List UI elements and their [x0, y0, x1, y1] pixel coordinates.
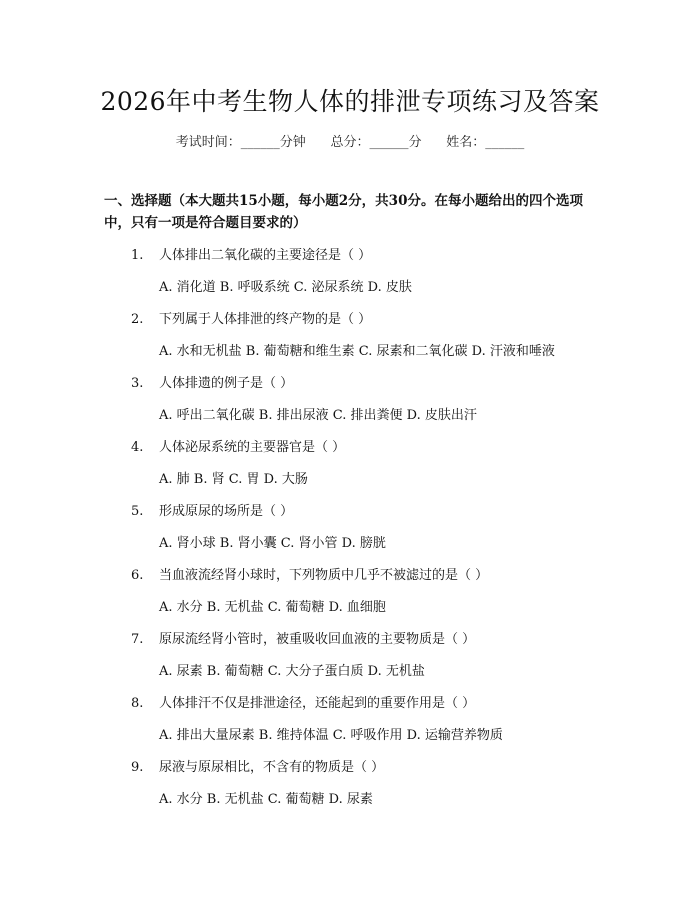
question-options: A. 呼出二氧化碳 B. 排出尿液 C. 排出粪便 D. 皮肤出汗	[159, 408, 477, 423]
question-stem	[131, 436, 345, 455]
question-stem	[131, 692, 475, 711]
question-options: A. 尿素 B. 葡萄糖 C. 大分子蛋白质 D. 无机盐	[159, 664, 425, 679]
question-text: 人体排遗的例子是（ ）	[159, 376, 294, 391]
section-heading: 一、选择题（本大题共15小题，每小题2分，共30分。在每小题给出的四个选项中，只有一项是符合题目要求的）	[104, 193, 583, 231]
question-stem	[131, 756, 384, 775]
question-options: A. 肺 B. 肾 C. 胃 D. 大肠	[159, 472, 308, 487]
question-options: A. 水分 B. 无机盐 C. 葡萄糖 D. 尿素	[159, 792, 373, 807]
question-number: 8.	[131, 696, 144, 711]
question-text: 原尿流经肾小管时，被重吸收回血液的主要物质是（ ）	[159, 632, 476, 647]
question-stem	[131, 308, 371, 327]
question-number: 1.	[131, 248, 144, 263]
question-options: A. 消化道 B. 呼吸系统 C. 泌尿系统 D. 皮肤	[159, 280, 412, 295]
question-number: 3.	[131, 376, 144, 391]
question-stem	[131, 628, 475, 647]
question-number: 9.	[131, 760, 144, 775]
question-text: 当血液流经肾小球时，下列物质中几乎不被滤过的是（ ）	[159, 568, 489, 583]
question-number: 2.	[131, 312, 144, 327]
exam-info-line: 考试时间：______分钟 总分：______分 姓名：______	[175, 135, 525, 150]
page-title: 2026年中考生物人体的排泄专项练习及答案	[100, 87, 600, 116]
question-text: 下列属于人体排泄的终产物的是（ ）	[159, 312, 372, 327]
question-stem	[131, 372, 293, 391]
question-options: A. 排出大量尿素 B. 维持体温 C. 呼吸作用 D. 运输营养物质	[159, 728, 503, 743]
question-text: 人体泌尿系统的主要器官是（ ）	[159, 440, 346, 455]
question-stem	[131, 244, 371, 263]
question-text: 人体排汗不仅是排泄途径，还能起到的重要作用是（ ）	[159, 696, 476, 711]
question-number: 5.	[131, 504, 144, 519]
question-text: 人体排出二氧化碳的主要途径是（ ）	[159, 248, 372, 263]
question-number: 6.	[131, 568, 144, 583]
question-options: A. 水和无机盐 B. 葡萄糖和维生素 C. 尿素和二氧化碳 D. 汗液和唾液	[159, 344, 555, 359]
question-options: A. 水分 B. 无机盐 C. 葡萄糖 D. 血细胞	[159, 600, 386, 615]
question-stem	[131, 564, 488, 583]
question-number: 7.	[131, 632, 144, 647]
question-options: A. 肾小球 B. 肾小囊 C. 肾小管 D. 膀胱	[159, 536, 386, 551]
question-number: 4.	[131, 440, 144, 455]
question-stem	[131, 500, 293, 519]
question-text: 尿液与原尿相比，不含有的物质是（ ）	[159, 760, 385, 775]
question-text: 形成原尿的场所是（ ）	[159, 504, 294, 519]
